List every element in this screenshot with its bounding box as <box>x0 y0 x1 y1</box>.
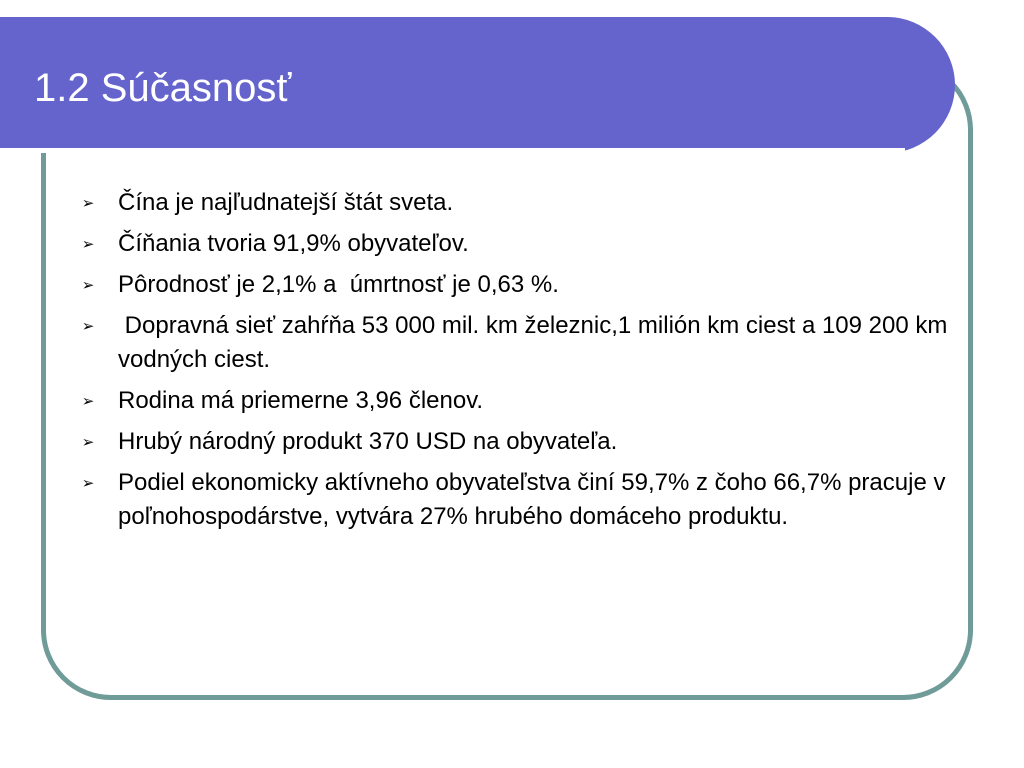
bullet-list <box>78 186 958 541</box>
bullet-item <box>78 425 958 459</box>
bullet-text: Podiel ekonomicky aktívneho obyvateľstva činí 59,7% z čoho 66,7% pracuje v poľnohospodárstve, vytvára 27% hrubého domáceho produktu. <box>118 469 953 530</box>
bullet-item <box>78 384 958 418</box>
bullet-item <box>78 309 958 377</box>
bullet-item <box>78 268 958 302</box>
bullet-text: Čína je najľudnatejší štát sveta. <box>118 189 454 216</box>
bullet-text: Číňania tvoria 91,9% obyvateľov. <box>118 230 469 257</box>
title-bar <box>0 17 955 153</box>
title-underline <box>0 148 905 153</box>
bullet-item <box>78 227 958 261</box>
bullet-text: Hrubý národný produkt 370 USD na obyvateľa. <box>118 428 618 455</box>
bullet-text: Dopravná sieť zahŕňa 53 000 mil. km železnic,1 milión km ciest a 109 200 km vodných ciest. <box>118 312 955 373</box>
bullet-item <box>78 466 958 534</box>
arrowhead-bullet-icon: ➢ <box>81 276 95 294</box>
bullet-item <box>78 186 958 220</box>
bullet-text: Pôrodnosť je 2,1% a úmrtnosť je 0,63 %. <box>118 271 559 298</box>
arrowhead-bullet-icon: ➢ <box>81 317 95 335</box>
arrowhead-bullet-icon: ➢ <box>81 474 95 492</box>
arrowhead-bullet-icon: ➢ <box>81 194 95 212</box>
bullet-text: Rodina má priemerne 3,96 členov. <box>118 387 484 414</box>
arrowhead-bullet-icon: ➢ <box>81 235 95 253</box>
slide-title: 1.2 Súčasnosť <box>34 66 292 110</box>
arrowhead-bullet-icon: ➢ <box>81 433 95 451</box>
arrowhead-bullet-icon: ➢ <box>81 392 95 410</box>
